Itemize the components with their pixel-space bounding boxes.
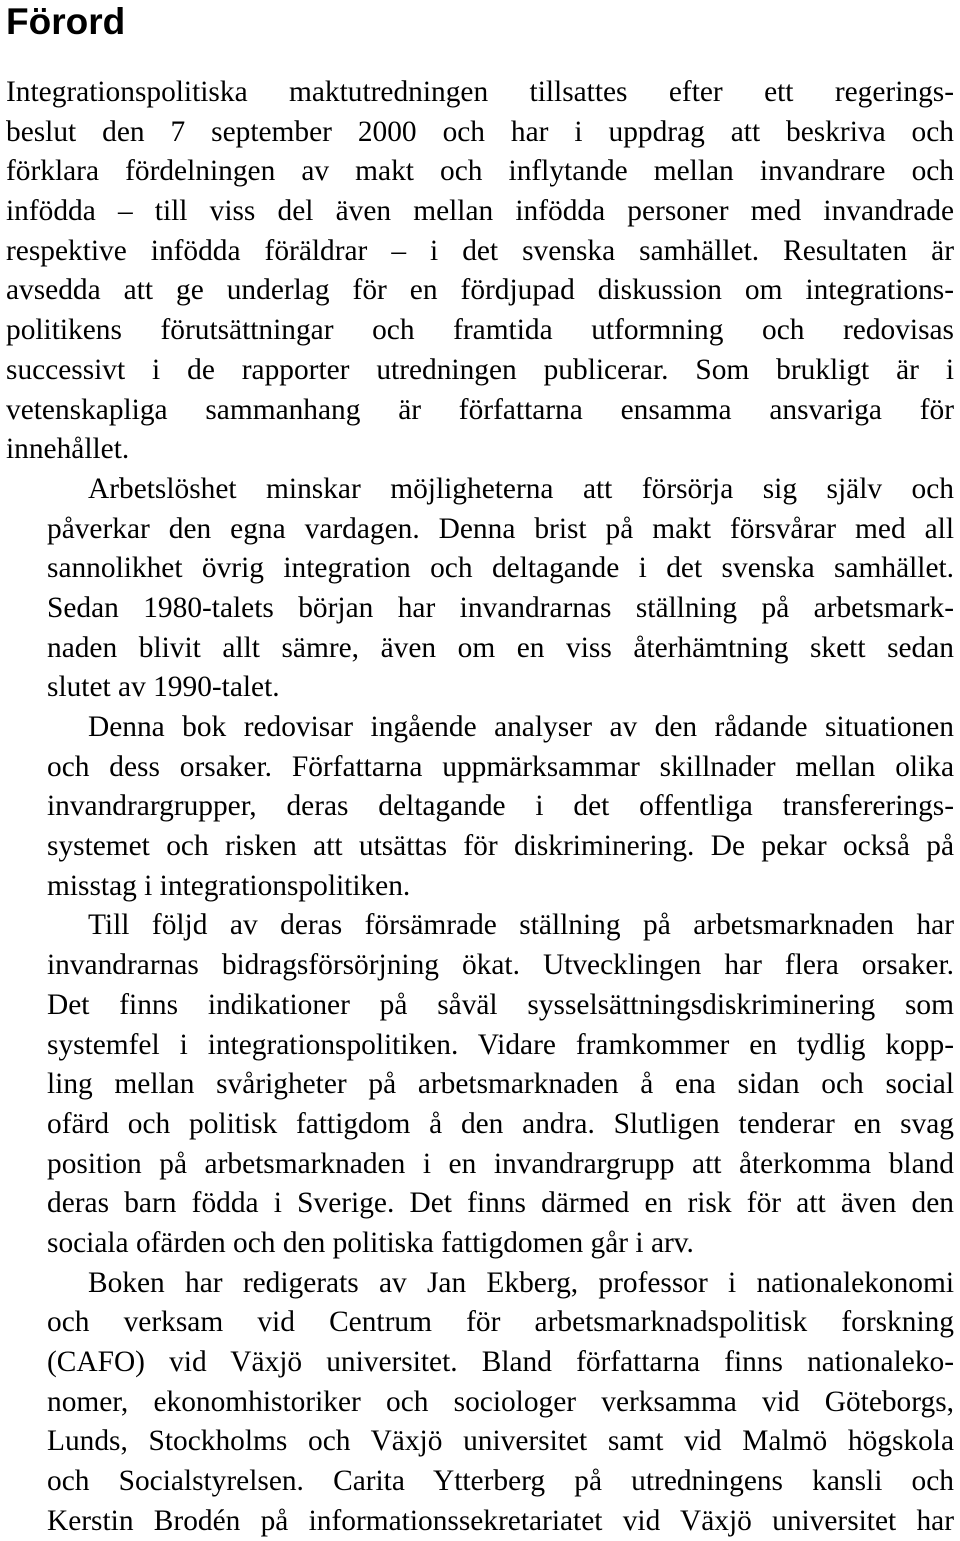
text-line: invandrarnas bidragsförsörjning ökat. Utvecklingen har flera orsaker. xyxy=(47,949,954,982)
text-line: vetenskapliga sammanhang är författarna ensamma ansvariga för xyxy=(6,393,954,426)
text-line: infödda – till viss del även mellan infödda personer med invandrade xyxy=(6,195,954,228)
document-page xyxy=(6,0,954,1541)
paragraph xyxy=(6,1264,954,1541)
text-line: Det finns indikationer på såväl sysselsättningsdiskriminering som xyxy=(47,988,954,1021)
text-line: naden blivit allt sämre, även om en viss återhämtning skett sedan xyxy=(47,631,954,664)
text-line: systemfel i integrationspolitiken. Vidare framkommer en tydlig kopp- xyxy=(47,1028,954,1061)
text-line: ofärd och politisk fattigdom å den andra. Slutligen tenderar en svag xyxy=(47,1107,954,1140)
body-text xyxy=(6,73,954,1541)
text-line: förklara fördelningen av makt och inflytande mellan invandrare och xyxy=(6,155,954,188)
text-line: Kerstin Brodén på informationssekretariatet vid Växjö universitet har xyxy=(47,1504,954,1537)
text-line: position på arbetsmarknaden i en invandrargrupp att återkomma bland xyxy=(47,1147,954,1180)
text-line: Arbetslöshet minskar möjligheterna att försörja sig själv och xyxy=(88,472,954,505)
text-line: deras barn födda i Sverige. Det finns därmed en risk för att även den xyxy=(47,1187,954,1220)
text-line: politikens förutsättningar och framtida utformning och redovisas xyxy=(6,314,954,347)
text-line: Sedan 1980-talets början har invandrarnas ställning på arbetsmark- xyxy=(47,591,954,624)
text-line: systemet och risken att utsättas för diskriminering. De pekar också på xyxy=(47,830,954,863)
paragraph xyxy=(6,906,954,1263)
text-line: (CAFO) vid Växjö universitet. Bland författarna finns nationaleko- xyxy=(47,1346,954,1378)
text-line: successivt i de rapporter utredningen publicerar. Som brukligt är i xyxy=(6,353,954,386)
text-line: Till följd av deras försämrade ställning på arbetsmarknaden har xyxy=(88,909,954,942)
text-line: invandrargrupper, deras deltagande i det offentliga transfererings- xyxy=(47,790,954,823)
text-line: slutet av 1990-talet. xyxy=(47,671,280,704)
text-line: misstag i integrationspolitiken. xyxy=(47,869,411,902)
page-title: Förord xyxy=(6,1,126,42)
text-line: innehållet. xyxy=(6,433,130,466)
text-line: och Socialstyrelsen. Carita Ytterberg på utredningens kansli och xyxy=(47,1465,954,1498)
paragraph xyxy=(6,73,954,470)
text-line: sannolikhet övrig integration och deltagande i det svenska samhället. xyxy=(47,552,954,585)
paragraph xyxy=(6,708,954,906)
text-line: ling mellan svårigheter på arbetsmarknaden å ena sidan och social xyxy=(47,1068,954,1101)
text-line: Lunds, Stockholms och Växjö universitet samt vid Malmö högskola xyxy=(47,1425,954,1458)
text-line: och dess orsaker. Författarna uppmärksammar skillnader mellan olika xyxy=(47,750,954,783)
text-line: respektive infödda föräldrar – i det svenska samhället. Resultaten är xyxy=(6,234,954,267)
text-line: Boken har redigerats av Jan Ekberg, professor i nationalekonomi xyxy=(88,1266,954,1299)
text-line: Integrationspolitiska maktutredningen tillsattes efter ett regerings- xyxy=(6,76,954,108)
text-line: avsedda att ge underlag för en fördjupad diskussion om integrations- xyxy=(6,274,954,307)
text-line: sociala ofärden och den politiska fattigdomen går i arv. xyxy=(47,1226,694,1259)
text-line: nomer, ekonomhistoriker och sociologer verksamma vid Göteborgs, xyxy=(47,1385,954,1418)
text-line: påverkar den egna vardagen. Denna brist på makt försvårar med all xyxy=(47,512,954,545)
text-line: beslut den 7 september 2000 och har i uppdrag att beskriva och xyxy=(6,115,954,148)
text-line: och verksam vid Centrum för arbetsmarknadspolitisk forskning xyxy=(47,1306,954,1339)
text-line: Denna bok redovisar ingående analyser av den rådande situationen xyxy=(88,711,954,743)
paragraph xyxy=(6,470,954,708)
